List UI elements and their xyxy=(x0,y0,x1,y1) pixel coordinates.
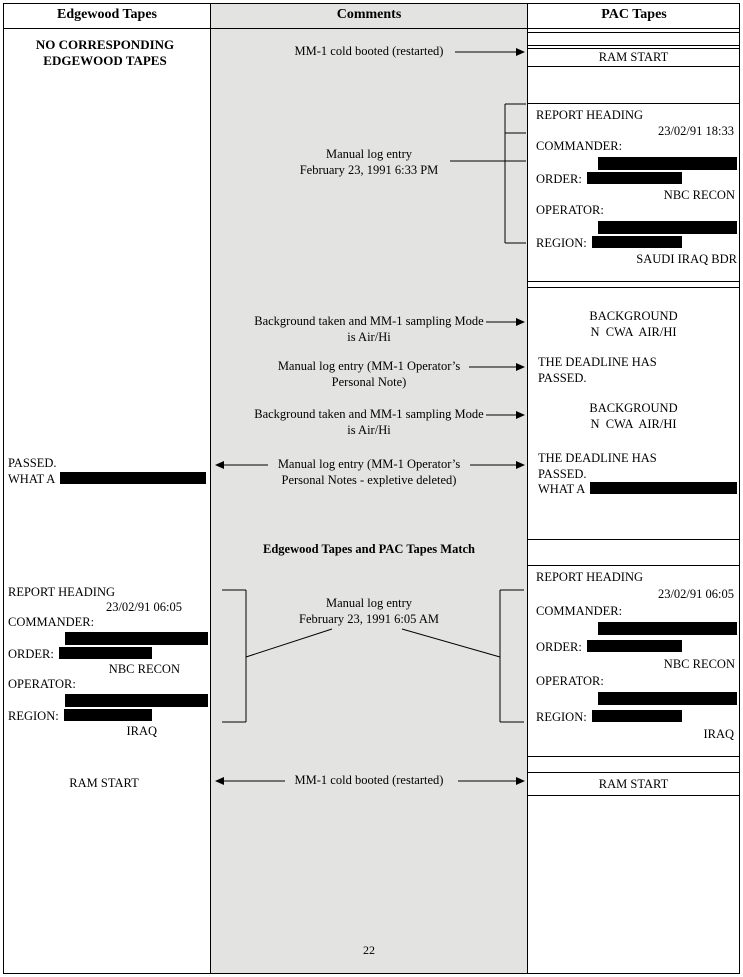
pac-empty-box xyxy=(527,32,740,46)
region-label: REGION: xyxy=(536,710,587,724)
order-label: ORDER: xyxy=(536,172,582,186)
region-value: IRAQ xyxy=(703,727,734,741)
pac-background-2-line1: BACKGROUND xyxy=(589,401,678,415)
redaction-bar xyxy=(59,647,152,659)
edgewood-ram-start: RAM START xyxy=(69,776,139,790)
pac-ram-start-top-box: RAM START xyxy=(527,48,740,67)
pac-background-2 xyxy=(528,401,739,432)
comment-expletive xyxy=(211,457,527,488)
pac-background-1-line2: N CWA AIR/HI xyxy=(590,324,677,339)
comment-cold-boot-bottom: MM-1 cold booted (restarted) xyxy=(294,773,444,787)
redaction-bar xyxy=(60,472,206,484)
comments-column-header: Comments xyxy=(336,7,402,22)
passed-line1: PASSED. xyxy=(8,456,57,470)
order-value: NBC RECON xyxy=(108,662,180,676)
commander-label: COMMANDER: xyxy=(8,615,95,629)
redaction-bar xyxy=(587,172,682,184)
page-number: 22 xyxy=(363,943,375,957)
redaction-bar xyxy=(598,157,737,170)
pac-deadline-1-line2: PASSED. xyxy=(538,370,587,385)
header-divider xyxy=(3,28,740,29)
report-datetime: 23/02/91 06:05 xyxy=(105,600,182,614)
pac-deadline-2 xyxy=(538,451,739,498)
report-datetime: 23/02/91 06:05 xyxy=(657,587,734,601)
pac-deadline-2-line1: THE DEADLINE HAS xyxy=(538,451,657,465)
redaction-bar xyxy=(590,482,737,494)
redaction-bar xyxy=(598,221,737,234)
region-label: REGION: xyxy=(536,236,587,250)
no-corresponding-line2: EDGEWOOD TAPES xyxy=(43,52,167,68)
comment-background-2-line1: Background taken and MM-1 sampling Mode xyxy=(254,407,484,421)
comment-log-633-line2: February 23, 1991 6:33 PM xyxy=(299,162,439,177)
comment-background-2-line2: is Air/Hi xyxy=(347,422,391,437)
comment-personal-note xyxy=(211,359,527,390)
pac-background-2-line2: N CWA AIR/HI xyxy=(590,416,677,431)
pac-report-0605 xyxy=(536,569,739,743)
region-label: REGION: xyxy=(8,709,59,723)
redaction-bar xyxy=(65,694,208,707)
report-title: REPORT HEADING xyxy=(536,108,644,122)
report-datetime: 23/02/91 18:33 xyxy=(657,123,734,138)
pac-background-1-line1: BACKGROUND xyxy=(589,309,678,323)
redaction-bar xyxy=(598,692,737,705)
no-corresponding-line1: NO CORRESPONDING xyxy=(35,37,175,52)
edgewood-passed-note xyxy=(8,456,208,487)
comment-log-633 xyxy=(211,147,527,178)
commander-label: COMMANDER: xyxy=(536,604,623,618)
pac-report-1833 xyxy=(536,108,739,267)
edgewood-column-header: Edgewood Tapes xyxy=(57,7,157,22)
comment-personal-note-line1: Manual log entry (MM-1 Operator’s xyxy=(277,359,461,373)
pac-log-box xyxy=(527,287,740,540)
redaction-bar xyxy=(587,640,682,652)
report-title: REPORT HEADING xyxy=(536,570,644,584)
operator-label: OPERATOR: xyxy=(8,677,76,691)
order-value: NBC RECON xyxy=(663,657,735,671)
region-value: IRAQ xyxy=(126,724,157,738)
comment-personal-note-line2: Personal Note) xyxy=(331,374,407,389)
tapes-match-heading: Edgewood Tapes and PAC Tapes Match xyxy=(263,542,475,556)
redaction-bar xyxy=(598,622,737,635)
pac-deadline-2-line3-text: WHAT A xyxy=(538,482,586,496)
comment-expletive-line2: Personal Notes - expletive deleted) xyxy=(281,472,457,487)
comment-background-1-line1: Background taken and MM-1 sampling Mode xyxy=(254,314,484,328)
operator-label: OPERATOR: xyxy=(536,674,604,688)
redaction-bar xyxy=(592,236,682,248)
report-title: REPORT HEADING xyxy=(8,585,116,599)
commander-label: COMMANDER: xyxy=(536,139,623,153)
pac-deadline-2-line2: PASSED. xyxy=(538,466,587,481)
operator-label: OPERATOR: xyxy=(536,203,604,217)
order-label: ORDER: xyxy=(8,647,54,661)
comment-cold-boot-top: MM-1 cold booted (restarted) xyxy=(294,44,444,58)
region-value: SAUDI IRAQ BDR xyxy=(636,251,737,266)
comment-background-2 xyxy=(211,407,527,438)
redaction-bar xyxy=(65,632,208,645)
comment-log-605-line2: February 23, 1991 6:05 AM xyxy=(299,611,439,626)
pac-background-1 xyxy=(528,309,739,340)
comment-log-605 xyxy=(211,596,527,627)
no-corresponding-note xyxy=(6,37,204,68)
pac-deadline-1-line1: THE DEADLINE HAS xyxy=(538,355,657,369)
redaction-bar xyxy=(592,710,682,722)
edgewood-report-heading-block xyxy=(8,585,208,739)
comment-background-1 xyxy=(211,314,527,345)
pac-report-0605-box xyxy=(527,565,740,757)
passed-line2 xyxy=(8,472,208,488)
pac-deadline-1 xyxy=(538,355,739,386)
pac-report-1833-box xyxy=(527,103,740,282)
comment-background-1-line2: is Air/Hi xyxy=(347,329,391,344)
comment-log-605-line1: Manual log entry xyxy=(325,596,413,610)
pac-column-header: PAC Tapes xyxy=(601,7,667,22)
passed-line2-text: WHAT A xyxy=(8,471,56,486)
comment-expletive-line1: Manual log entry (MM-1 Operator’s xyxy=(277,457,461,471)
redaction-bar xyxy=(64,709,152,721)
comment-log-633-line1: Manual log entry xyxy=(325,147,413,161)
order-value: NBC RECON xyxy=(663,187,735,202)
pac-ram-start-bottom-box: RAM START xyxy=(527,772,740,796)
order-label: ORDER: xyxy=(536,640,582,654)
pac-deadline-2-line3 xyxy=(538,482,739,498)
